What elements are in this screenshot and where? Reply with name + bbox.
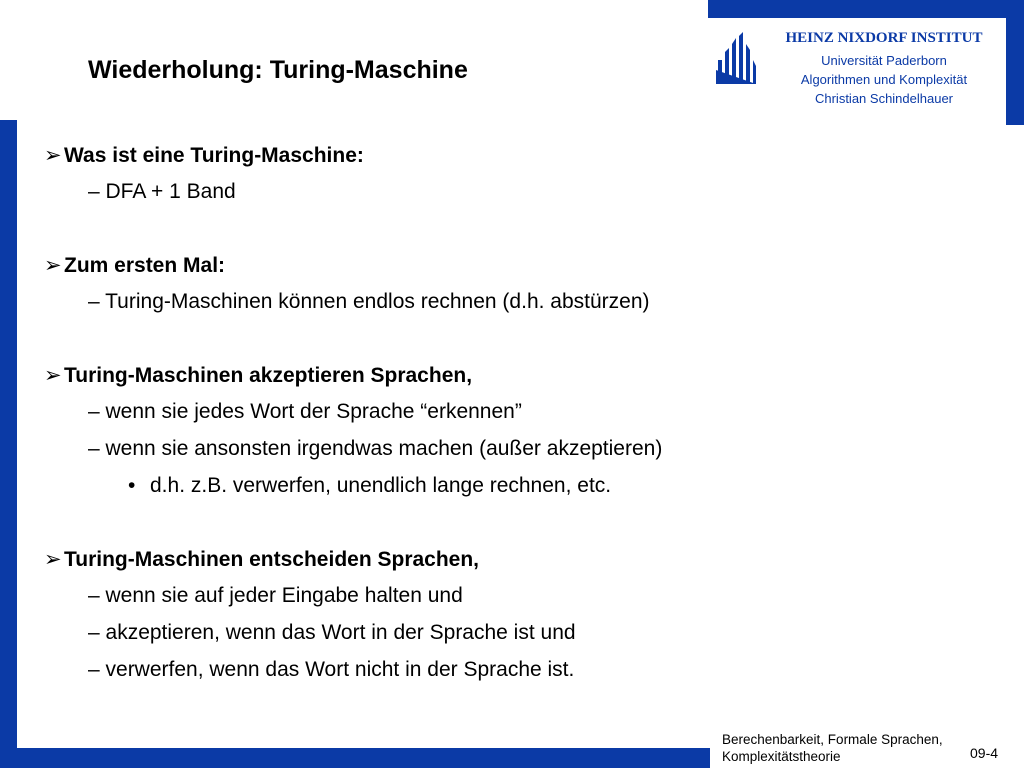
bullet-heading	[44, 363, 472, 388]
sub-item: – akzeptieren, wenn das Wort in der Sprache ist und	[88, 621, 576, 644]
page-number: 09-4	[970, 745, 999, 761]
bullet-heading	[44, 143, 364, 168]
left-frame-bar	[0, 120, 17, 768]
sub-item: – Turing-Maschinen können endlos rechnen (d.h. abstürzen)	[88, 290, 650, 313]
footer-course-line2: Komplexitätstheorie	[722, 749, 841, 764]
bullet-heading	[44, 253, 225, 278]
institute-name: HEINZ NIXDORF INSTITUT	[785, 30, 983, 46]
bottom-frame-bar	[0, 748, 710, 768]
slide-title: Wiederholung: Turing-Maschine	[88, 56, 468, 84]
sub-sub-item	[128, 474, 611, 498]
dot-bullet-icon: •	[128, 474, 136, 497]
author-name: Christian Schindelhauer	[814, 91, 954, 106]
arrow-bullet-icon: ➢	[44, 548, 62, 571]
group-name: Algorithmen und Komplexität	[800, 72, 968, 87]
bullet-heading	[44, 547, 479, 572]
heading-text: Turing-Maschinen entscheiden Sprachen,	[64, 548, 480, 571]
arrow-bullet-icon: ➢	[44, 254, 62, 277]
sub-item: – wenn sie ansonsten irgendwas machen (außer akzeptieren)	[88, 437, 663, 460]
sub-item: – DFA + 1 Band	[88, 180, 236, 203]
hni-logo-icon	[714, 30, 758, 86]
sub-item: – wenn sie auf jeder Eingabe halten und	[88, 584, 463, 607]
top-frame-bar	[708, 0, 1024, 18]
right-frame-bar	[1006, 0, 1024, 125]
heading-text: Turing-Maschinen akzeptieren Sprachen,	[64, 364, 473, 387]
sub-item: – verwerfen, wenn das Wort nicht in der Sprache ist.	[88, 658, 575, 681]
footer-course-line1: Berechenbarkeit, Formale Sprachen,	[722, 732, 943, 747]
sub-sub-item-text: d.h. z.B. verwerfen, unendlich lange rechnen, etc.	[150, 474, 612, 497]
sub-item: – wenn sie jedes Wort der Sprache “erkennen”	[88, 400, 522, 423]
university-name: Universität Paderborn	[821, 53, 947, 68]
heading-text: Zum ersten Mal:	[64, 254, 226, 277]
arrow-bullet-icon: ➢	[44, 364, 62, 387]
footer-course	[722, 731, 943, 765]
arrow-bullet-icon: ➢	[44, 144, 62, 167]
heading-text: Was ist eine Turing-Maschine:	[64, 144, 364, 167]
